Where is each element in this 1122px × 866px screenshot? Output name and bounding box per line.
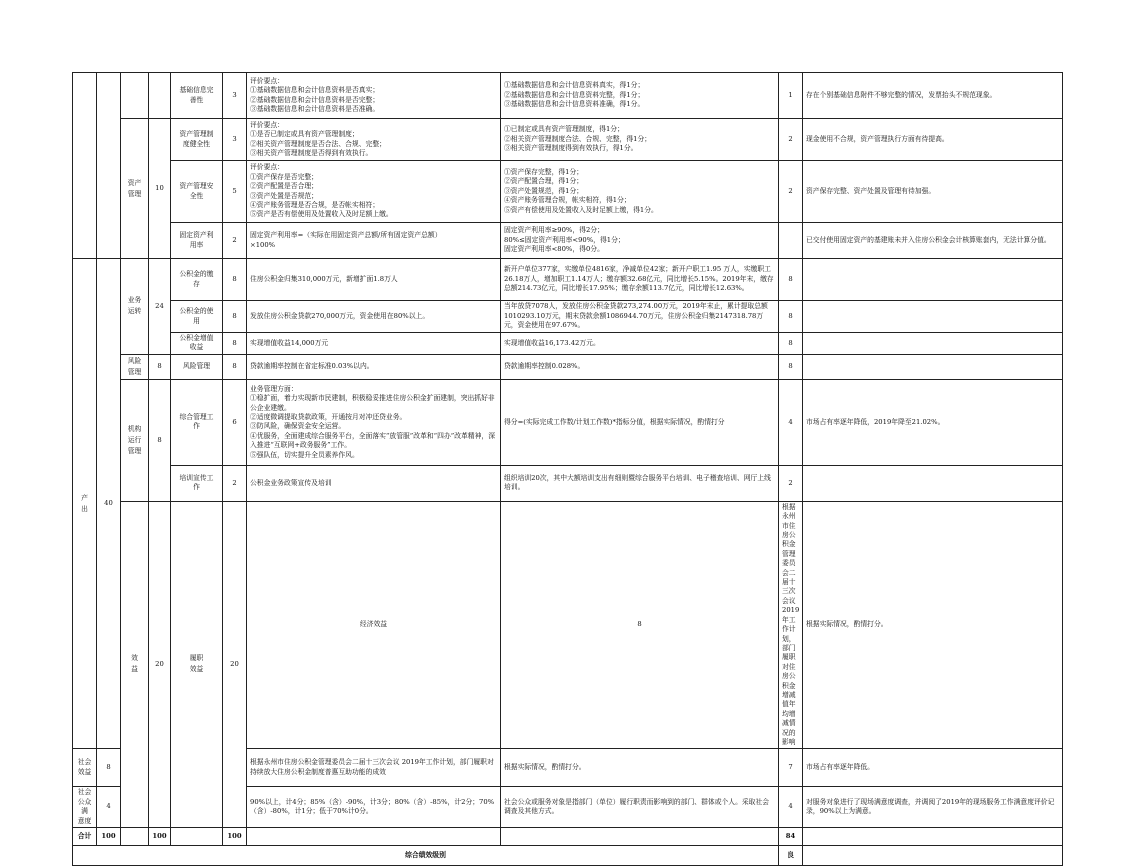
grade-label: 综合绩效级别 — [73, 846, 779, 866]
scoring-standard: 社会公众或服务对象是指部门（单位）履行职责而影响到的部门、群体或个人。采取社会调查及其他方式。 — [501, 787, 779, 828]
evaluation-criteria: 根据永州市住房公积金管理委员会二届十三次会议 2019年工作计划，部门履职对持续放大住房公积金制度普惠互助功能的成效 — [247, 749, 501, 787]
total-label: 合计 — [73, 828, 97, 846]
indicator-score: 8 — [223, 333, 247, 355]
category-name: 资产 管理 — [121, 119, 149, 259]
indicator-name: 固定资产利 用率 — [171, 223, 223, 259]
indicator-name: 基础信息完 善性 — [171, 73, 223, 119]
section-weight: 40 — [97, 259, 121, 749]
grade-row — [73, 846, 1063, 866]
section-name: 效 益 — [121, 501, 149, 827]
indicator-name: 综合管理工 作 — [171, 379, 223, 465]
indicator-name: 社会公众满 意度 — [73, 787, 97, 828]
category-name: 业务 运转 — [121, 259, 149, 355]
remark: 资产保存完整、资产处置及管理有待加强。 — [803, 161, 1063, 223]
indicator-score: 3 — [223, 73, 247, 119]
table-row — [73, 161, 1063, 223]
total-empty — [171, 828, 223, 846]
remark: 已交付使用固定资产的基建账未并入住房公积金会计核算账套内，无法计算分值。 — [803, 223, 1063, 259]
indicator-score: 8 — [223, 354, 247, 379]
indicator-score: 2 — [223, 223, 247, 259]
evaluation-table-sheet — [72, 72, 1062, 866]
score-obtained: 8 — [779, 259, 803, 301]
total-category-weight: 100 — [149, 828, 171, 846]
indicator-name: 公积金的使 用 — [171, 301, 223, 333]
total-empty — [803, 828, 1063, 846]
evaluation-criteria: 评价要点： ①是否已制定或具有资产管理制度； ②相关资产管理制度是否合法、合规、完整； ③相关资产管理制度是否得到有效执行。 — [247, 119, 501, 161]
evaluation-table — [72, 72, 1063, 866]
total-score: 100 — [223, 828, 247, 846]
section-name: 产 出 — [73, 259, 97, 749]
scoring-standard: 当年放贷7078人，发放住房公积金贷款273,274.00万元，2019年末止，累计提取总额1010293.10万元，期末贷款余额1086944.70万元，住房公积金归集2147318.78万元，资金使用在97.67%。 — [501, 301, 779, 333]
indicator-score: 4 — [97, 787, 121, 828]
scoring-standard: ①基础数据信息和会计信息资料真实，得1分； ②基础数据信息和会计信息资料完整，得1分； ③基础数据信息和会计信息资料准确，得1分。 — [501, 73, 779, 119]
scoring-standard: 新开户单位377家，实缴单位4816家，净减单位42家；新开户职工1.95 万人，实缴职工26.18万人，增加职工1.14万人；缴存额32.68亿元，同比增长5.15%。2019年末，缴存总额214.73亿元，同比增长17.95%；缴存余额113.7亿元，同比增长12.63%。 — [501, 259, 779, 301]
table-row — [73, 223, 1063, 259]
indicator-score: 8 — [223, 301, 247, 333]
indicator-name: 公积金的缴 存 — [171, 259, 223, 301]
indicator-score: 8 — [501, 501, 779, 749]
remark-empty — [803, 333, 1063, 355]
table-row — [73, 465, 1063, 501]
evaluation-criteria: 实现增值收益14,000万元 — [247, 333, 501, 355]
grade-value: 良 — [779, 846, 803, 866]
remark: 市场占有率逐年降低，2019年降至21.02%。 — [803, 379, 1063, 465]
indicator-score: 5 — [223, 161, 247, 223]
indicator-score: 8 — [97, 749, 121, 787]
category-weight: 8 — [149, 354, 171, 379]
evaluation-criteria: 90%以上，计4分；85%（含）-90%，计3分；80%（含）-85%，计2分；70%（含）-80%，计1分；低于70%计0分。 — [247, 787, 501, 828]
scoring-standard: 贷款逾期率控制0.028%。 — [501, 354, 779, 379]
indicator-name: 培训宣传工 作 — [171, 465, 223, 501]
table-row — [73, 301, 1063, 333]
score-obtained: 2 — [779, 161, 803, 223]
total-empty — [247, 828, 501, 846]
section-cell-empty — [73, 73, 97, 259]
indicator-name: 社会效益 — [73, 749, 97, 787]
evaluation-criteria: 根据永州市住房公积金管理委员会二届十三次会议 2019年工作计划，部门履职对住房公积金增减值年均增减情况的影响 — [779, 501, 803, 749]
scoring-standard: 实现增值收益16,173.42万元。 — [501, 333, 779, 355]
score-obtained — [779, 223, 803, 259]
remark-empty — [803, 465, 1063, 501]
indicator-name: 经济效益 — [247, 501, 501, 749]
table-row — [73, 333, 1063, 355]
remark: 市场占有率逐年降低。 — [803, 749, 1063, 787]
category-cell-empty — [121, 73, 149, 119]
grade-empty — [803, 846, 1063, 866]
score-obtained: 7 — [779, 749, 803, 787]
evaluation-criteria: 公积金业务政策宣传及培训 — [247, 465, 501, 501]
evaluation-criteria: 住房公积金归集310,000万元，新增扩面1.8万人 — [247, 259, 501, 301]
score-obtained: 2 — [779, 119, 803, 161]
table-row — [73, 354, 1063, 379]
scoring-standard: ①已制定或具有资产管理制度，得1分； ②相关资产管理制度合法、合规、完整，得1分； ③相关资产管理制度得到有效执行，得1分。 — [501, 119, 779, 161]
score-obtained: 4 — [779, 787, 803, 828]
scoring-standard: 根据实际情况，酌情打分。 — [501, 749, 779, 787]
total-row — [73, 828, 1063, 846]
evaluation-criteria: 业务管理方面： ①稳扩面，着力实现新市民建制，积极稳妥推进住房公积金扩面建制，突出抓好非公企业建缴。 ②适度微调提取贷款政策，开通按月对冲还贷业务。 ③防风险，确保资金安全运营。 ④优服务，全面建成综合服务平台，全面落实“放管服”改革和“四办”改革精神，深入推进“互联网+政务服务”工作。 ⑤强队伍，切实提升全员素养作风。 — [247, 379, 501, 465]
score-obtained: 8 — [779, 301, 803, 333]
evaluation-criteria: 贷款逾期率控制在省定标准0.03%以内。 — [247, 354, 501, 379]
total-empty — [121, 828, 149, 846]
indicator-score: 8 — [223, 259, 247, 301]
table-row — [73, 73, 1063, 119]
indicator-name: 资产管理安 全性 — [171, 161, 223, 223]
category-name: 履职 效益 — [171, 501, 223, 827]
category-name: 机构 运行 管理 — [121, 379, 149, 501]
score-obtained: 1 — [779, 73, 803, 119]
evaluation-criteria: 发放住房公积金贷款270,000万元，资金使用在80%以上。 — [247, 301, 501, 333]
score-obtained: 8 — [779, 354, 803, 379]
remark-empty — [803, 354, 1063, 379]
evaluation-criteria: 评价要点： ①基础数据信息和会计信息资料是否真实； ②基础数据信息和会计信息资料是否完整； ③基础数据信息和会计信息资料是否准确。 — [247, 73, 501, 119]
indicator-name: 公积金增值 收益 — [171, 333, 223, 355]
score-obtained: 8 — [779, 333, 803, 355]
table-row — [73, 501, 1063, 749]
remark: 对服务对象进行了现场满意度调查，并调阅了2019年的现场服务工作满意度评价记录，90%以上为满意。 — [803, 787, 1063, 828]
table-row — [73, 119, 1063, 161]
score-obtained: 4 — [779, 379, 803, 465]
category-weight: 10 — [149, 119, 171, 259]
remark-empty — [803, 259, 1063, 301]
indicator-name: 资产管理制 度健全性 — [171, 119, 223, 161]
section-weight: 20 — [149, 501, 171, 827]
category-weight-cell-empty — [149, 73, 171, 119]
category-name: 风险 管理 — [121, 354, 149, 379]
indicator-score: 6 — [223, 379, 247, 465]
score-obtained: 2 — [779, 465, 803, 501]
total-empty — [501, 828, 779, 846]
category-weight: 24 — [149, 259, 171, 355]
evaluation-criteria: 固定资产利用率=（实际在用固定资产总额/所有固定资产总额） ×100% — [247, 223, 501, 259]
category-weight: 20 — [223, 501, 247, 827]
table-row — [73, 379, 1063, 465]
indicator-name: 风险管理 — [171, 354, 223, 379]
total-obtained: 84 — [779, 828, 803, 846]
remark: 存在个别基础信息附件不够完整的情况，发票抬头不规范现象。 — [803, 73, 1063, 119]
scoring-standard: ①资产保存完整，得1分； ②资产配置合理，得1分； ③资产处置规范，得1分； ④资产账务管理合规，帐实相符，得1分； ⑤资产有偿使用及处置收入及时足额上缴，得1分。 — [501, 161, 779, 223]
scoring-standard: 得分=(实际完成工作数/计划工作数)*指标分值，根据实际情况，酌情打分 — [501, 379, 779, 465]
scoring-standard: 根据实际情况，酌情打分。 — [803, 501, 1063, 749]
remark-empty — [803, 301, 1063, 333]
scoring-standard: 组织培训20次，其中大额培训支出有细则暨综合服务平台培训、电子稽查培训、网厅上线培训。 — [501, 465, 779, 501]
indicator-score: 2 — [223, 465, 247, 501]
table-row — [73, 259, 1063, 301]
remark: 现金使用不合规，资产管理执行方面有待提高。 — [803, 119, 1063, 161]
scoring-standard: 固定资产利用率≥90%，得2分； 80%≤固定资产利用率<90%，得1分； 固定资产利用率<80%，得0分。 — [501, 223, 779, 259]
total-section-weight: 100 — [97, 828, 121, 846]
section-weight-cell-empty — [97, 73, 121, 259]
evaluation-criteria: 评价要点： ①资产保存是否完整； ②资产配置是否合理； ③资产处置是否规范； ④资产账务管理是否合规，是否帐实相符； ⑤资产是否有偿使用及处置收入及时足额上缴。 — [247, 161, 501, 223]
indicator-score: 3 — [223, 119, 247, 161]
category-weight: 8 — [149, 379, 171, 501]
